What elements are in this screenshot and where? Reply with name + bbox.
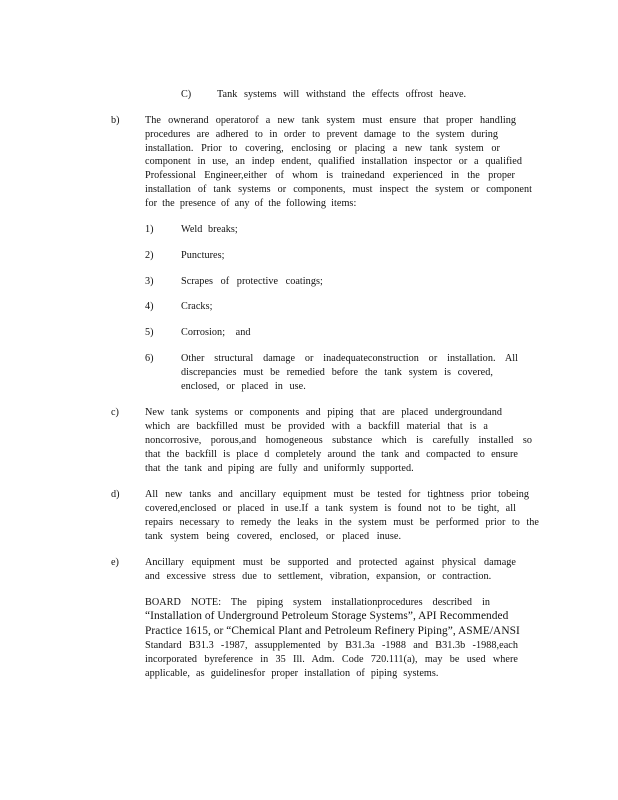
- section-d-line-2: covered,enclosed or placed in use.If a tank system is found not to be tight, all: [145, 503, 516, 514]
- section-b-line-1: The ownerand operatorof a new tank system must ensure that proper handling: [145, 115, 516, 126]
- list-item-text: enclosed, or placed in use.: [181, 381, 306, 392]
- section-b-line-7: for the presence of any of the following items:: [145, 198, 357, 209]
- list-item-text: Scrapes of protective coatings;: [181, 276, 323, 287]
- section-d-line-4: tank system being covered, enclosed, or placed inuse.: [145, 531, 402, 542]
- list-item-text: Corrosion; and: [181, 327, 251, 338]
- list-item-number: 2): [145, 250, 154, 261]
- list-item-number: 4): [145, 301, 154, 312]
- list-item-text: Cracks;: [181, 301, 213, 312]
- section-b-line-6: installation of tank systems or components, must inspect the system or component: [145, 184, 532, 195]
- list-item-text: Other structural damage or inadequateconstruction or installation. All: [181, 353, 518, 364]
- board-note-line-6: applicable, as guidelinesfor proper installation of piping systems.: [145, 668, 439, 679]
- list-item-number: 6): [145, 353, 154, 364]
- section-c-line-1: New tank systems or components and piping that are placed undergroundand: [145, 407, 502, 418]
- board-note-line-2: “Installation of Underground Petroleum Storage Systems”, API Recommended: [145, 610, 509, 622]
- board-note-line-1: BOARD NOTE: The piping system installationprocedures described in: [145, 597, 490, 608]
- section-c-line-2: which are backfilled must be provided with a backfill material that is a: [145, 421, 488, 432]
- section-e-line-2: and excessive stress due to settlement, vibration, expansion, or contraction.: [145, 571, 492, 582]
- section-b-line-2: procedures are adhered to in order to prevent damage to the system during: [145, 129, 498, 140]
- section-d-line-1: All new tanks and ancillary equipment must be tested for tightness prior tobeing: [145, 489, 529, 500]
- section-b-line-3: installation. Prior to covering, enclosing or placing a new tank system or: [145, 143, 500, 154]
- section-c-line-4: that the backfill is place d completely around the tank and compacted to ensure: [145, 449, 518, 460]
- board-note-line-4: Standard B31.3 -1987, assupplemented by B31.3a -1988 and B31.3b -1988,each: [145, 640, 518, 651]
- section-b-line-4: component in use, an indep endent, qualified installation inspector or a qualified: [145, 156, 522, 167]
- section-marker-c: c): [111, 407, 119, 418]
- list-item-text: Weld breaks;: [181, 224, 238, 235]
- section-d-line-3: repairs necessary to remedy the leaks in the system must be performed prior to the: [145, 517, 539, 528]
- section-b-line-5: Professional Engineer,either of whom is trainedand experienced in the proper: [145, 170, 515, 181]
- section-marker-b: b): [111, 115, 120, 126]
- section-c-line-5: that the tank and piping are fully and uniformly supported.: [145, 463, 414, 474]
- board-note-line-3: Practice 1615, or “Chemical Plant and Petroleum Refinery Piping”, ASME/ANSI: [145, 625, 520, 637]
- section-marker-e: e): [111, 557, 119, 568]
- list-item-text: discrepancies must be remedied before the tank system is covered,: [181, 367, 493, 378]
- board-note-line-5: incorporated byreference in 35 Ill. Adm. Code 720.111(a), may be used where: [145, 654, 518, 665]
- subsection-text-c-upper: Tank systems will withstand the effects offrost heave.: [217, 89, 467, 100]
- list-item-text: Punctures;: [181, 250, 225, 261]
- section-marker-d: d): [111, 489, 120, 500]
- list-item-number: 3): [145, 276, 154, 287]
- list-item-number: 1): [145, 224, 154, 235]
- subsection-marker-c-upper: C): [181, 89, 192, 100]
- section-c-line-3: noncorrosive, porous,and homogeneous substance which is carefully installed so: [145, 435, 532, 446]
- section-e-line-1: Ancillary equipment must be supported and protected against physical damage: [145, 557, 516, 568]
- list-item-number: 5): [145, 327, 154, 338]
